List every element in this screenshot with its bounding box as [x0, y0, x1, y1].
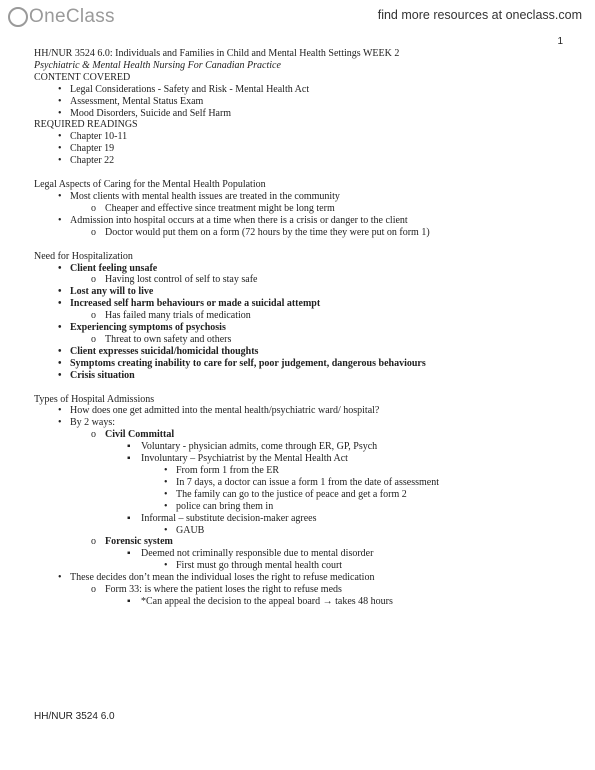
list-item: o Cheaper and effective since treatment might be long term: [91, 202, 335, 214]
doc-subtitle: Psychiatric & Mental Health Nursing For Canadian Practice: [34, 59, 281, 71]
list-item: • Chapter 10-11: [58, 131, 128, 143]
bullet-icon: •: [164, 488, 168, 500]
square-bullet-icon: ▪: [127, 548, 131, 560]
bullet-icon: •: [58, 572, 62, 584]
list-item: o Threat to own safety and others: [91, 333, 232, 345]
list-item: o Doctor would put them on a form (72 hours by the time they were put on form 1): [91, 226, 430, 238]
bullet-icon: •: [58, 405, 62, 417]
bullet-icon: •: [58, 190, 62, 202]
list-item: • Chapter 22: [58, 155, 115, 167]
circle-bullet-icon: o: [91, 274, 96, 286]
bullet-icon: •: [58, 143, 62, 155]
bullet-icon: •: [58, 83, 62, 95]
square-bullet-icon: ▪: [127, 595, 131, 607]
list-item: • First must go through mental health court: [164, 560, 343, 572]
circle-bullet-icon: o: [91, 310, 96, 322]
list-item: • Mood Disorders, Suicide and Self Harm: [58, 107, 232, 119]
logo-text: OneClass: [29, 6, 115, 27]
list-item: o Having lost control of self to stay safe: [91, 274, 258, 286]
list-item: • Most clients with mental health issues are treated in the community: [58, 190, 340, 202]
list-item: • Assessment, Mental Status Exam: [58, 95, 204, 107]
square-bullet-icon: ▪: [127, 441, 131, 453]
circle-bullet-icon: o: [91, 226, 96, 238]
bullet-icon: •: [164, 524, 168, 536]
bullet-icon: •: [58, 357, 62, 369]
bullet-icon: •: [164, 465, 168, 476]
list-item: o Civil Committal: [91, 429, 175, 441]
list-item: ▪ Deemed not criminally responsible due to mental disorder: [127, 548, 374, 560]
list-item: • GAUB: [164, 524, 205, 536]
bullet-icon: •: [58, 322, 62, 334]
bullet-icon: •: [58, 107, 62, 119]
bullet-icon: •: [58, 214, 62, 226]
logo-circle-icon: [8, 7, 28, 27]
bullet-icon: •: [58, 298, 62, 310]
list-item: ▪ *Can appeal the decision to the appeal board → takes 48 hours: [127, 595, 393, 607]
list-item: • Legal Considerations - Safety and Risk - Mental Health Act: [58, 83, 310, 95]
bullet-icon: •: [58, 262, 62, 274]
list-item: • Client expresses suicidal/homicidal thoughts: [58, 345, 259, 357]
content-heading: CONTENT COVERED: [34, 71, 131, 83]
section-heading: Need for Hospitalization: [34, 250, 133, 262]
circle-bullet-icon: o: [91, 584, 96, 596]
header-tagline[interactable]: find more resources at oneclass.com: [377, 8, 582, 22]
list-item: • police can bring them in: [164, 500, 274, 512]
list-item: ▪ Involuntary – Psychiatrist by the Mental Health Act: [127, 453, 348, 465]
bullet-icon: •: [58, 345, 62, 357]
list-item: • These decides don’t mean the individual loses the right to refuse medication: [58, 572, 375, 584]
bullet-icon: •: [164, 476, 168, 488]
list-item: • Client feeling unsafe: [58, 262, 158, 274]
list-item: • Lost any will to live: [58, 286, 154, 298]
list-item: • Symptoms creating inability to care for self, poor judgement, dangerous behaviours: [58, 357, 426, 369]
bullet-icon: •: [164, 560, 168, 572]
list-item: • Increased self harm behaviours or made a suicidal attempt: [58, 298, 321, 310]
list-item: • In 7 days, a doctor can issue a form 1 from the date of assessment: [164, 476, 439, 488]
list-item: • Experiencing symptoms of psychosis: [58, 322, 226, 334]
list-item: o Forensic system: [91, 536, 173, 548]
circle-bullet-icon: o: [91, 333, 96, 345]
bullet-icon: •: [58, 131, 62, 143]
list-item: • By 2 ways:: [58, 417, 115, 429]
list-item: • Chapter 19: [58, 143, 115, 155]
bullet-icon: •: [58, 95, 62, 107]
site-header: [0, 0, 595, 34]
readings-heading: REQUIRED READINGS: [34, 119, 138, 131]
section-heading: Legal Aspects of Caring for the Mental Health Population: [34, 179, 266, 191]
bullet-icon: •: [58, 286, 62, 298]
list-item: o Has failed many trials of medication: [91, 310, 251, 322]
list-item: • Admission into hospital occurs at a time when there is a crisis or danger to the client: [58, 214, 408, 226]
list-item: • From form 1 from the ER: [164, 465, 280, 476]
square-bullet-icon: ▪: [127, 512, 131, 524]
list-item: • Crisis situation: [58, 369, 135, 381]
circle-bullet-icon: o: [91, 202, 96, 214]
list-item: • How does one get admitted into the mental health/psychiatric ward/ hospital?: [58, 405, 380, 417]
list-item: ▪ Informal – substitute decision-maker agrees: [127, 512, 317, 524]
oneclass-logo[interactable]: [8, 6, 115, 28]
bullet-icon: •: [164, 500, 168, 512]
document-body: [34, 48, 574, 608]
list-item: ▪ Voluntary - physician admits, come through ER, GP, Psych: [127, 441, 378, 453]
circle-bullet-icon: o: [91, 536, 96, 548]
doc-title: HH/NUR 3524 6.0: Individuals and Families in Child and Mental Health Settings WEEK 2: [34, 48, 400, 59]
list-item: • The family can go to the justice of peace and get a form 2: [164, 488, 407, 500]
list-item: o Form 33: is where the patient loses the right to refuse meds: [91, 584, 342, 596]
section-heading: Types of Hospital Admissions: [34, 393, 155, 405]
page-number: 1: [557, 36, 563, 47]
square-bullet-icon: ▪: [127, 453, 131, 465]
bullet-icon: •: [58, 369, 62, 381]
circle-bullet-icon: o: [91, 429, 96, 441]
page-footer: HH/NUR 3524 6.0: [34, 711, 115, 722]
bullet-icon: •: [58, 417, 62, 429]
bullet-icon: •: [58, 155, 62, 167]
